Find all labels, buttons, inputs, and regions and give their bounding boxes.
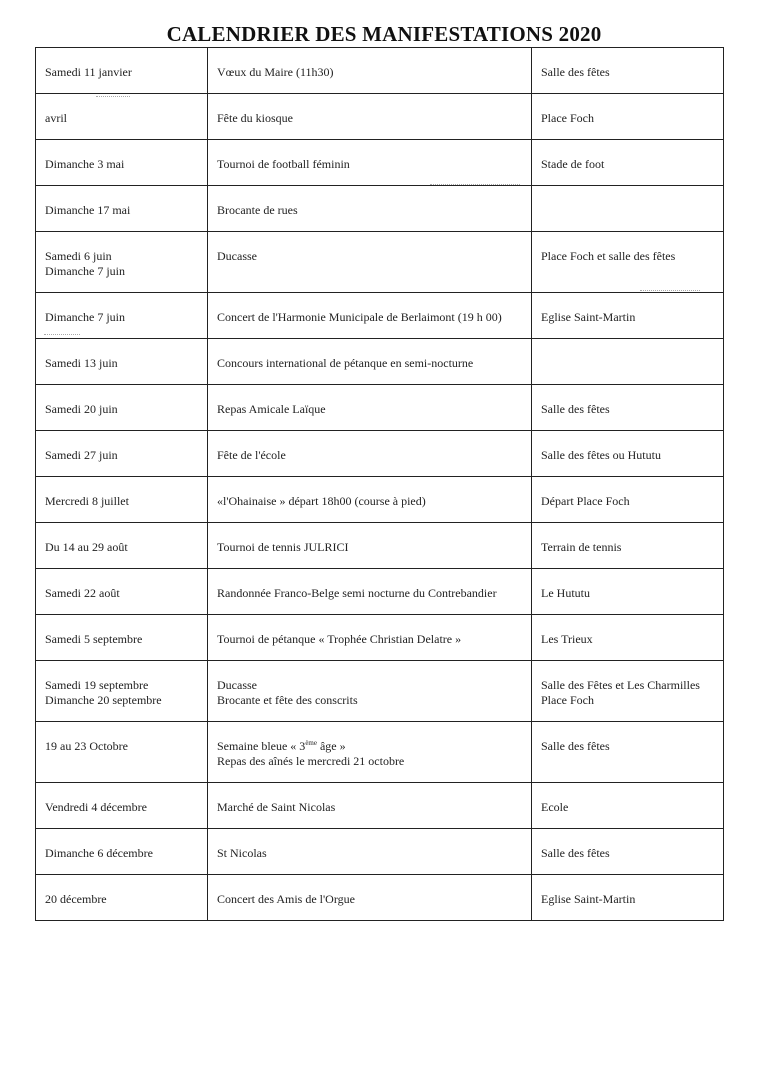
event-date-cell xyxy=(36,431,208,477)
event-name-cell xyxy=(208,140,532,186)
event-name: Fête de l'école xyxy=(217,448,286,462)
table-row xyxy=(36,232,724,293)
event-date: Du 14 au 29 août xyxy=(45,540,128,554)
event-date: Samedi 11 janvier xyxy=(45,65,132,79)
event-name: Ducasse xyxy=(217,678,257,692)
event-date: Dimanche 7 juin xyxy=(45,264,125,278)
event-place: Les Trieux xyxy=(541,632,593,646)
event-place-cell xyxy=(532,783,724,829)
event-place: Stade de foot xyxy=(541,157,605,171)
event-name-cell xyxy=(208,186,532,232)
events-table-body xyxy=(36,48,724,921)
event-place-cell xyxy=(532,477,724,523)
event-date-cell xyxy=(36,477,208,523)
event-place: Ecole xyxy=(541,800,569,814)
table-row xyxy=(36,615,724,661)
table-row xyxy=(36,140,724,186)
event-date-cell xyxy=(36,48,208,94)
table-row xyxy=(36,385,724,431)
event-place: Eglise Saint-Martin xyxy=(541,310,636,324)
table-row xyxy=(36,569,724,615)
event-place: Salle des fêtes xyxy=(541,846,610,860)
event-name-cell xyxy=(208,477,532,523)
event-date-cell xyxy=(36,829,208,875)
event-date: Dimanche 3 mai xyxy=(45,157,125,171)
event-name-cell xyxy=(208,615,532,661)
event-name: Tournoi de tennis JULRICI xyxy=(217,540,349,554)
event-date-cell xyxy=(36,569,208,615)
event-date: Dimanche 20 septembre xyxy=(45,693,162,707)
event-name: Tournoi de pétanque « Trophée Christian Delatre » xyxy=(217,632,462,646)
event-name: Randonnée Franco-Belge semi nocturne du Contrebandier xyxy=(217,586,497,600)
event-name: Fête du kiosque xyxy=(217,111,293,125)
table-row xyxy=(36,523,724,569)
event-place-cell xyxy=(532,48,724,94)
event-name-cell xyxy=(208,829,532,875)
event-name: Tournoi de football féminin xyxy=(217,157,350,171)
table-row xyxy=(36,48,724,94)
event-date: Samedi 20 juin xyxy=(45,402,118,416)
event-place-cell xyxy=(532,339,724,385)
table-row xyxy=(36,293,724,339)
event-place-cell xyxy=(532,722,724,783)
event-name-cell xyxy=(208,94,532,140)
event-name-cell xyxy=(208,783,532,829)
page-title: CALENDRIER DES MANIFESTATIONS 2020 xyxy=(166,22,602,46)
event-place: Place Foch xyxy=(541,693,594,707)
event-place-cell xyxy=(532,431,724,477)
event-place: Salle des fêtes xyxy=(541,65,610,79)
event-name: Concours international de pétanque en semi-nocturne xyxy=(217,356,474,370)
event-place-cell xyxy=(532,875,724,921)
table-row xyxy=(36,783,724,829)
table-row xyxy=(36,477,724,523)
event-date-cell xyxy=(36,523,208,569)
event-place-cell xyxy=(532,385,724,431)
event-date: 19 au 23 Octobre xyxy=(45,739,128,753)
event-date: Samedi 13 juin xyxy=(45,356,118,370)
table-row xyxy=(36,722,724,783)
event-date: Samedi 22 août xyxy=(45,586,120,600)
event-date-cell xyxy=(36,661,208,722)
event-place: Le Hututu xyxy=(541,586,590,600)
event-name-cell xyxy=(208,661,532,722)
event-place-cell xyxy=(532,232,724,293)
event-date-cell xyxy=(36,783,208,829)
event-name-cell xyxy=(208,48,532,94)
event-place-cell xyxy=(532,293,724,339)
event-place-cell xyxy=(532,186,724,232)
event-name: Ducasse xyxy=(217,249,257,263)
event-name-cell xyxy=(208,722,532,783)
event-name: St Nicolas xyxy=(217,846,267,860)
event-name: Vœux du Maire (11h30) xyxy=(217,65,334,79)
event-place-cell xyxy=(532,661,724,722)
events-table xyxy=(35,47,724,921)
event-place-cell xyxy=(532,523,724,569)
event-name-cell xyxy=(208,875,532,921)
scan-speck xyxy=(96,96,130,98)
event-date: Vendredi 4 décembre xyxy=(45,800,147,814)
event-place-cell xyxy=(532,94,724,140)
event-name: Concert des Amis de l'Orgue xyxy=(217,892,355,906)
table-row xyxy=(36,829,724,875)
event-name-cell xyxy=(208,339,532,385)
event-date: Samedi 6 juin xyxy=(45,249,112,263)
event-name: Repas Amicale Laïque xyxy=(217,402,326,416)
event-date: Dimanche 17 mai xyxy=(45,203,131,217)
event-name: Concert de l'Harmonie Municipale de Berlaimont (19 h 00) xyxy=(217,310,502,324)
event-place-cell xyxy=(532,829,724,875)
scan-speck xyxy=(44,334,80,336)
event-date: avril xyxy=(45,111,67,125)
event-name-cell xyxy=(208,523,532,569)
event-name-cell xyxy=(208,569,532,615)
event-date: Mercredi 8 juillet xyxy=(45,494,129,508)
event-name-cell xyxy=(208,431,532,477)
event-name-cell xyxy=(208,385,532,431)
event-place: Terrain de tennis xyxy=(541,540,622,554)
event-place: Salle des fêtes ou Hututu xyxy=(541,448,661,462)
event-date-cell xyxy=(36,615,208,661)
event-name: Repas des aînés le mercredi 21 octobre xyxy=(217,754,405,768)
event-date-cell xyxy=(36,339,208,385)
event-name-cell xyxy=(208,232,532,293)
event-date: 20 décembre xyxy=(45,892,107,906)
scan-speck xyxy=(430,184,520,186)
event-date: Samedi 19 septembre xyxy=(45,678,149,692)
event-date-cell xyxy=(36,186,208,232)
event-date-cell xyxy=(36,140,208,186)
event-name: Brocante de rues xyxy=(217,203,298,217)
event-place: Salle des fêtes xyxy=(541,739,610,753)
event-date-cell xyxy=(36,293,208,339)
event-name: Brocante et fête des conscrits xyxy=(217,693,358,707)
event-place: Salle des Fêtes et Les Charmilles xyxy=(541,678,700,692)
event-place-cell xyxy=(532,140,724,186)
event-place: Eglise Saint-Martin xyxy=(541,892,636,906)
table-row xyxy=(36,186,724,232)
event-date-cell xyxy=(36,94,208,140)
event-place: Salle des fêtes xyxy=(541,402,610,416)
scan-speck xyxy=(640,290,700,292)
event-place: Place Foch xyxy=(541,111,594,125)
table-row xyxy=(36,339,724,385)
event-name: «l'Ohainaise » départ 18h00 (course à pied) xyxy=(217,494,426,508)
event-place-cell xyxy=(532,615,724,661)
event-place: Départ Place Foch xyxy=(541,494,630,508)
event-date-cell xyxy=(36,875,208,921)
table-row xyxy=(36,431,724,477)
event-name-cell xyxy=(208,293,532,339)
event-place-cell xyxy=(532,569,724,615)
table-row xyxy=(36,875,724,921)
event-date-cell xyxy=(36,232,208,293)
event-name: Marché de Saint Nicolas xyxy=(217,800,336,814)
event-date-cell xyxy=(36,385,208,431)
event-name: Semaine bleue « 3ème âge » xyxy=(217,739,346,753)
event-date-cell xyxy=(36,722,208,783)
table-row xyxy=(36,94,724,140)
event-place: Place Foch et salle des fêtes xyxy=(541,249,676,263)
event-date: Samedi 5 septembre xyxy=(45,632,143,646)
event-date: Dimanche 7 juin xyxy=(45,310,125,324)
event-date: Samedi 27 juin xyxy=(45,448,118,462)
table-row xyxy=(36,661,724,722)
event-date: Dimanche 6 décembre xyxy=(45,846,153,860)
